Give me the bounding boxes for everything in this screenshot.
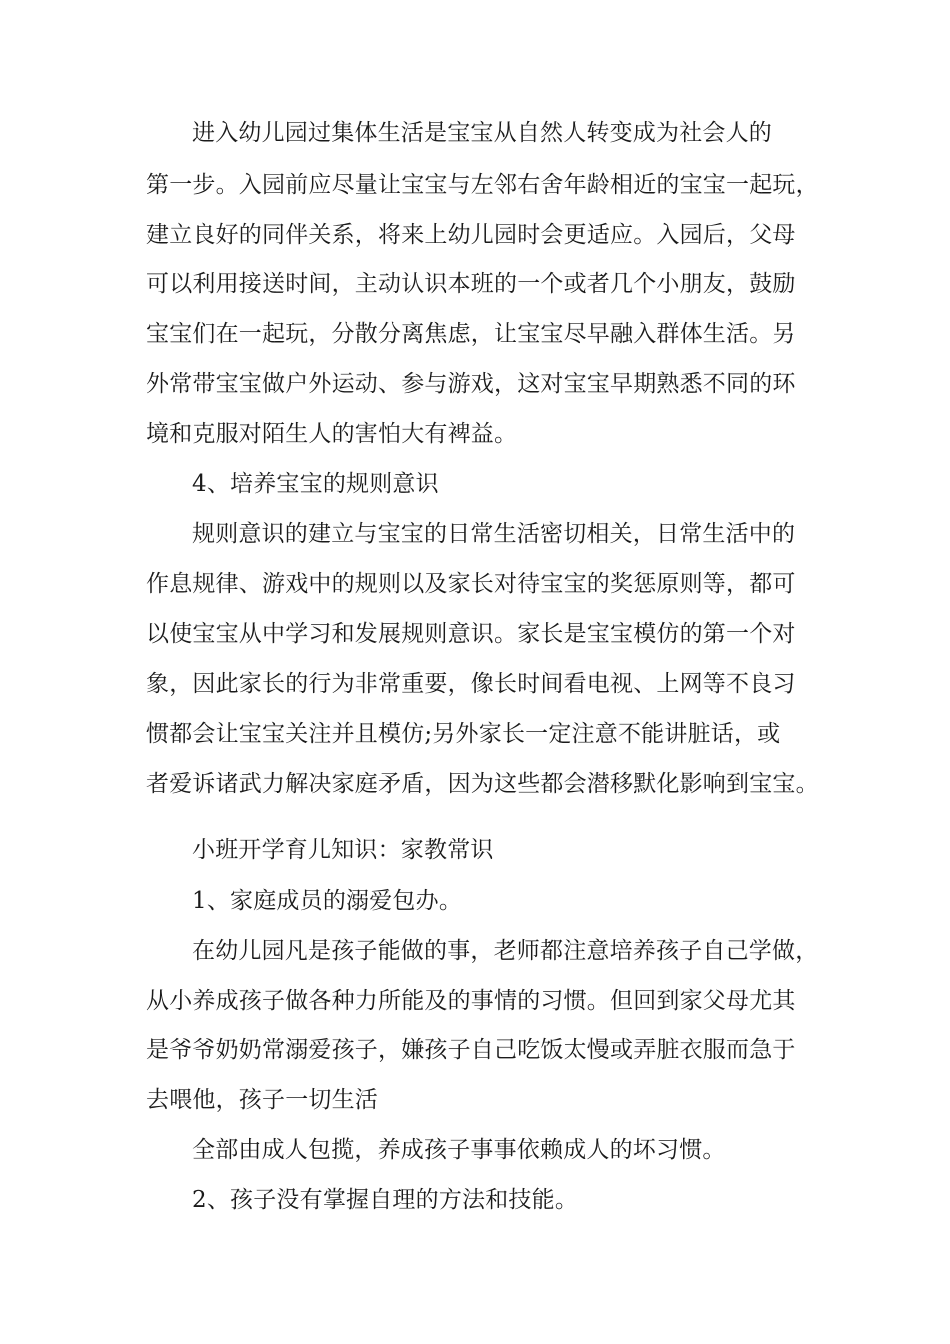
paragraph-1-line-7: 境和克服对陌生人的害怕大有裨益。 bbox=[146, 421, 518, 447]
paragraph-3-line-1: 在幼儿园凡是孩子能做的事，老师都注意培养孩子自己学做， bbox=[192, 938, 819, 964]
paragraph-1-line-5: 宝宝们在一起玩，分散分离焦虑，让宝宝尽早融入群体生活。另 bbox=[146, 321, 796, 347]
paragraph-2-line-3: 以使宝宝从中学习和发展规则意识。家长是宝宝模仿的第一个对 bbox=[146, 621, 796, 647]
paragraph-2-line-1: 规则意识的建立与宝宝的日常生活密切相关，日常生活中的 bbox=[192, 521, 796, 547]
paragraph-1-line-3: 建立良好的同伴关系，将来上幼儿园时会更适应。入园后，父母 bbox=[146, 222, 796, 248]
paragraph-2-line-2: 作息规律、游戏中的规则以及家长对待宝宝的奖惩原则等，都可 bbox=[146, 571, 796, 597]
paragraph-3-line-2: 从小养成孩子做各种力所能及的事情的习惯。但回到家父母尤其 bbox=[146, 988, 796, 1014]
paragraph-3-line-3: 是爷爷奶奶常溺爱孩子，嫌孩子自己吃饭太慢或弄脏衣服而急于 bbox=[146, 1037, 796, 1063]
paragraph-2-line-4: 象，因此家长的行为非常重要，像长时间看电视、上网等不良习 bbox=[146, 671, 796, 697]
paragraph-2-line-6: 者爱诉诸武力解决家庭矛盾，因为这些都会潜移默化影响到宝宝。 bbox=[146, 771, 819, 797]
paragraph-1-line-2: 第一步。入园前应尽量让宝宝与左邻右舍年龄相近的宝宝一起玩， bbox=[146, 172, 819, 198]
paragraph-3-line-4: 去喂他，孩子一切生活 bbox=[146, 1087, 378, 1113]
paragraph-1-line-6: 外常带宝宝做户外运动、参与游戏，这对宝宝早期熟悉不同的环 bbox=[146, 371, 796, 397]
paragraph-1-line-1: 进入幼儿园过集体生活是宝宝从自然人转变成为社会人的 bbox=[192, 120, 772, 146]
heading-1-doting: 1、家庭成员的溺爱包办。 bbox=[192, 888, 463, 914]
paragraph-1-line-4: 可以利用接送时间，主动认识本班的一个或者几个小朋友，鼓励 bbox=[146, 271, 796, 297]
section-title: 小班开学育儿知识：家教常识 bbox=[192, 837, 494, 863]
heading-4-rules: 4、培养宝宝的规则意识 bbox=[192, 471, 439, 497]
paragraph-4-line-1: 全部由成人包揽，养成孩子事事依赖成人的坏习惯。 bbox=[192, 1137, 726, 1163]
paragraph-2-line-5: 惯都会让宝宝关注并且模仿;另外家长一定注意不能讲脏话，或 bbox=[146, 721, 781, 747]
heading-2-skills: 2、孩子没有掌握自理的方法和技能。 bbox=[192, 1187, 579, 1213]
